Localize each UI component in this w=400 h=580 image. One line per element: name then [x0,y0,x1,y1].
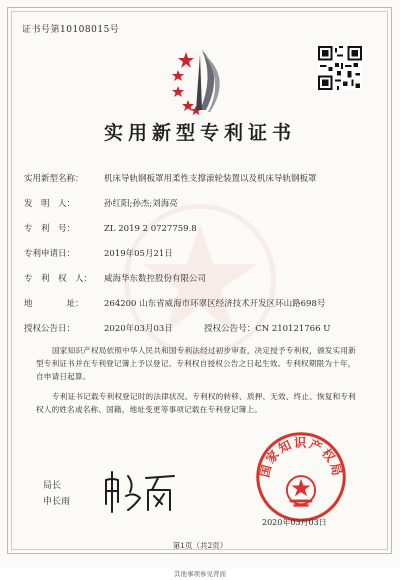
signatory-name: 申长雨 [43,497,71,507]
seal-date: 2020年03月03日 [262,518,327,527]
filing-date-value: 2019年05月21日 [104,249,173,259]
inventor-row [24,197,178,209]
certificate-number: 证书号第10108015号 [22,25,120,35]
address-label: 地 址： [24,299,84,309]
patent-number-label: 专 利 号： [24,224,76,234]
document-title: 实用新型专利证书 [103,122,296,144]
model-name-value: 机床导轨钢板罩用柔性支撑滚轮装置以及机床导轨钢板罩 [104,174,317,184]
footer-note: 其他事项参见背面 [174,570,226,578]
grant-number-value: CN 210121766 U [255,324,331,334]
paragraph-grant-statement: 国家知识产权局依照中华人民共和国专利法经过初步审查，决定授予专利权，颁发实用新型专利证书并在专利登记簿上予以登记。专利权自授权公告之日起生效。专利权期限为十年，自申请日起算。 [36,346,356,381]
seal-text: 国家知识产权局 [257,435,345,479]
grant-date-label: 授权公告日： [24,324,76,334]
model-name-label: 实用新型名称： [24,174,84,184]
inventor-value: 孙红阳;孙杰;刘海亮 [104,199,178,209]
patent-office-emblem-icon [166,44,238,116]
address-value: 264200 山东省威海市环翠区经济技术开发区环山路698号 [104,299,326,309]
grant-date-value: 2020年03月03日 [104,324,173,334]
patentee-value: 威海华东数控股份有限公司 [104,274,207,284]
qr-code-icon [318,46,362,90]
official-seal-icon [254,430,348,524]
inventor-label: 发 明 人： [24,199,76,209]
filing-date-row [24,247,173,259]
filing-date-label: 专利申请日： [24,249,76,259]
paragraph-legal-status: 专利证书记载专利权登记时的法律状况。专利权的转移、质押、无效、终止、恢复和专利权人的姓名或名称、国籍、地址变更等事项记载在专利登记簿上。 [36,392,356,414]
svg-text:国家知识产权局 [258,435,345,479]
address-row [24,297,325,309]
patent-number-value: ZL 2019 2 0727759.8 [104,224,197,234]
model-name-row [24,172,317,184]
signatory-title: 局长 [43,481,62,491]
grant-number-label: 授权公告号： [204,324,256,334]
grant-row [24,322,330,334]
patentee-label: 专 利 权 人： [24,274,93,284]
page-number: 第1页（共2页） [172,541,228,550]
patentee-row [24,272,206,284]
handwritten-signature [100,462,178,518]
patent-number-row [24,222,197,234]
